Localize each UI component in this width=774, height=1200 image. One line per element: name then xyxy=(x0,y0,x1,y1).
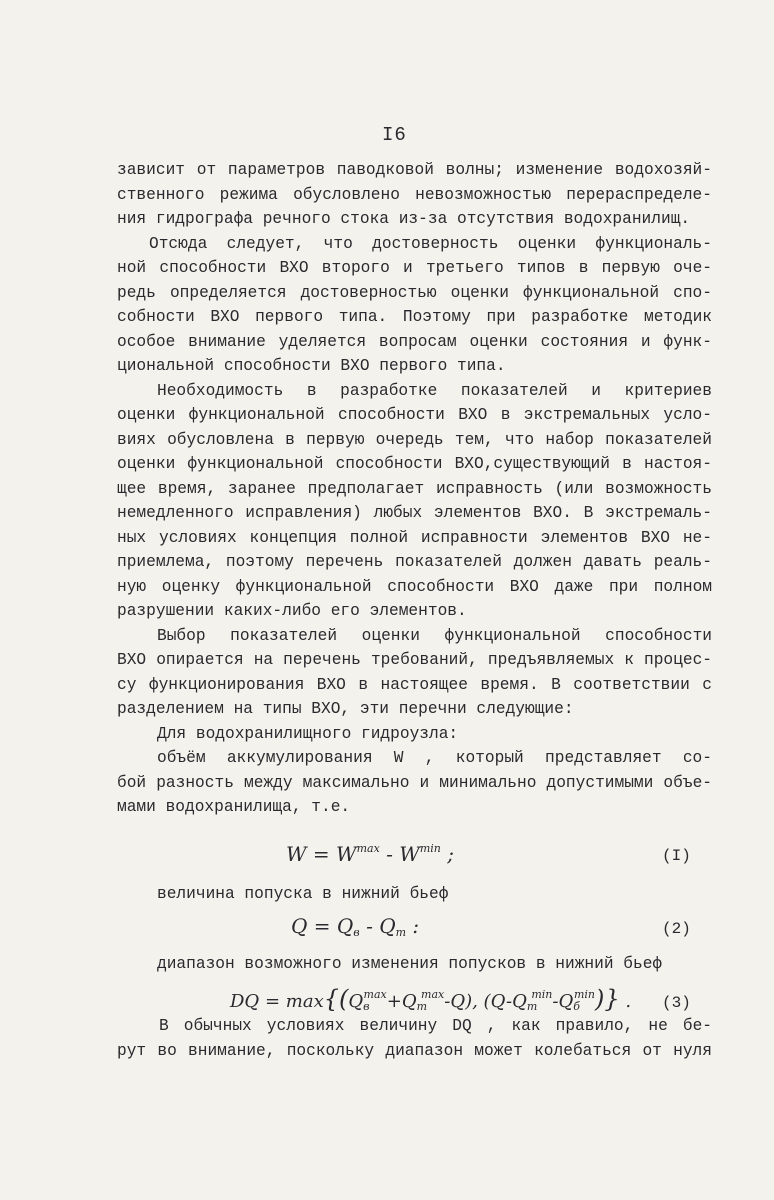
bottom-text xyxy=(117,1014,712,1063)
text-line: приемлема, поэтому перечень показателей должен давать реаль- xyxy=(117,553,712,571)
formula-3: DQ = $\max\{(Q_в^{max}+Q_т^{max}-Q)$, $(Q-Q_т^{min}-Q_б^{min})$} . xyxy=(230,985,632,1013)
text-line: Для водохранилищного гидроузла: xyxy=(157,724,459,743)
text-line: бой разность между максимально и минимально допустимыми объе- xyxy=(117,773,712,792)
text-line: особое внимание уделяется вопросам оценки состояния и функ- xyxy=(117,332,712,351)
text-line: разрушении каких-либо его элементов. xyxy=(117,602,467,620)
text-line: разделением на типы ВХО, эти перечни следующие: xyxy=(117,700,574,718)
text-line: ную оценку функциональной способности ВХО даже при полном xyxy=(117,577,712,596)
text-line: оценки функциональной способности ВХО в экстремальных усло- xyxy=(117,406,712,424)
text-line: виях обусловлена в первую очередь тем, что набор показателей xyxy=(117,430,712,449)
text-line: объём аккумулирования W , который представляет со- xyxy=(157,749,712,767)
text-line: щее время, заранее предполагает исправность (или возможность xyxy=(117,479,712,498)
formula-2: $Q = Q_в - Q_т$ : xyxy=(291,914,420,939)
text-line: рут во внимание, поскольку диапазон может колебаться от нуля xyxy=(117,1041,712,1060)
formula-3-number: (3) xyxy=(662,994,691,1012)
text-line: собности ВХО первого типа. Поэтому при разработке методик xyxy=(117,308,712,326)
formula-2-number: (2) xyxy=(662,920,691,938)
text-line: ния гидрографа речного стока из-за отсутствия водохранилищ. xyxy=(117,210,691,228)
formula-1: $W = W^{max} - W^{min}$ ; xyxy=(286,842,455,866)
text-line: ственного режима обусловлено невозможностью перераспределе- xyxy=(117,185,712,204)
text-line: Выбор показателей оценки функциональной способности xyxy=(157,626,712,645)
line-range: диапазон возможного изменения попусков в нижний бьеф xyxy=(157,955,663,973)
text-line: циональной способности ВХО первого типа. xyxy=(117,357,506,375)
line-release: величина попуска в нижний бьеф xyxy=(157,885,449,903)
text-line: В обычных условиях величину DQ , как правило, не бе- xyxy=(159,1017,712,1035)
text-line: ных условиях концепция полной исправности элементов ВХО не- xyxy=(117,528,712,547)
page-number: I6 xyxy=(382,124,407,146)
text-line: оценки функциональной способности ВХО,существующий в настоя- xyxy=(117,455,712,473)
text-line: Отсюда следует, что достоверность оценки функциональ- xyxy=(149,234,712,253)
text-line: Необходимость в разработке показателей и критериев xyxy=(157,381,712,400)
text-line: немедленного исправления) любых элементов ВХО. В экстремаль- xyxy=(117,504,712,522)
text-line: ВХО опирается на перечень требований, предъявляемых к процес- xyxy=(117,651,712,669)
text-line: су функционирования ВХО в настоящее время. В соответствии с xyxy=(117,675,712,694)
text-line: ной способности ВХО второго и третьего типов в первую оче- xyxy=(117,259,712,277)
text-line: мами водохранилища, т.е. xyxy=(117,798,351,816)
main-text xyxy=(117,158,712,820)
text-line: редь определяется достоверностью оценки функциональной спо- xyxy=(117,283,712,302)
formula-1-number: (I) xyxy=(662,847,691,865)
text-line: зависит от параметров паводковой волны; изменение водохозяй- xyxy=(117,161,712,179)
